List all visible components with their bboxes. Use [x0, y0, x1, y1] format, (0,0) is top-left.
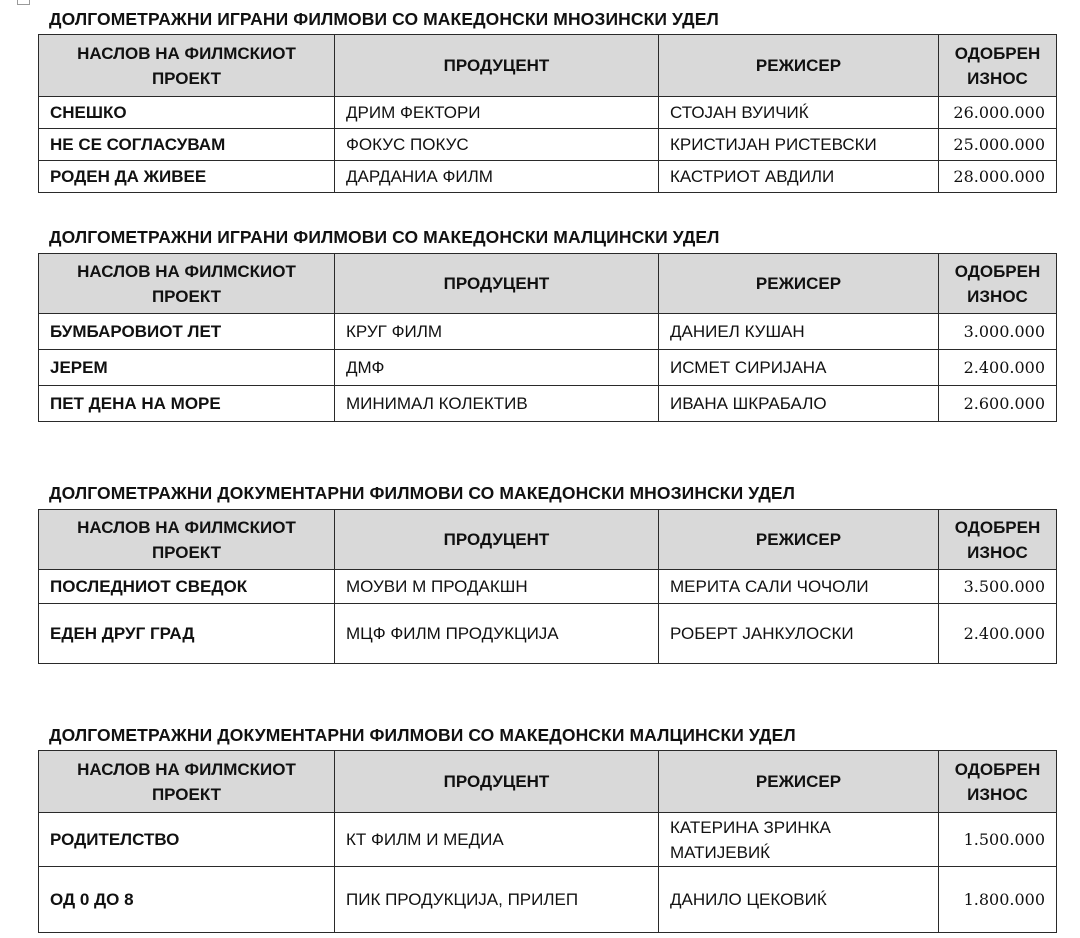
table-row — [39, 813, 1057, 867]
header-director: РЕЖИСЕР — [659, 35, 939, 97]
section-heading: ДОЛГОМЕТРАЖНИ ИГРАНИ ФИЛМОВИ СО МАКЕДОНСКИ МАЛЦИНСКИ УДЕЛ — [49, 227, 720, 247]
films-table — [38, 253, 1057, 422]
table-row — [39, 161, 1057, 193]
film-amount: 26.000.000 — [939, 97, 1057, 129]
film-title: ПЕТ ДЕНА НА МОРЕ — [39, 386, 335, 422]
table-row — [39, 97, 1057, 129]
film-producer: МИНИМАЛ КОЛЕКТИВ — [335, 386, 659, 422]
header-director: РЕЖИСЕР — [659, 510, 939, 570]
film-director: КАСТРИОТ АВДИЛИ — [659, 161, 939, 193]
film-producer: ПИК ПРОДУКЦИЈА, ПРИЛЕП — [335, 867, 659, 933]
header-title: НАСЛОВ НА ФИЛМСКИОТ ПРОЕКТ — [39, 751, 335, 813]
film-title: РОДИТЕЛСТВО — [39, 813, 335, 867]
film-producer: ФОКУС ПОКУС — [335, 129, 659, 161]
film-amount: 28.000.000 — [939, 161, 1057, 193]
table-row — [39, 386, 1057, 422]
table-row — [39, 867, 1057, 933]
table-row — [39, 350, 1057, 386]
table-header-row — [39, 751, 1057, 813]
table-row — [39, 129, 1057, 161]
header-amount: ОДОБРЕН ИЗНОС — [939, 751, 1057, 813]
header-director: РЕЖИСЕР — [659, 751, 939, 813]
header-title: НАСЛОВ НА ФИЛМСКИОТ ПРОЕКТ — [39, 510, 335, 570]
table-row — [39, 570, 1057, 604]
film-title: ПОСЛЕДНИОТ СВЕДОК — [39, 570, 335, 604]
film-title: БУМБАРОВИОТ ЛЕТ — [39, 314, 335, 350]
header-producer: ПРОДУЦЕНТ — [335, 35, 659, 97]
film-director: КРИСТИЈАН РИСТЕВСКИ — [659, 129, 939, 161]
table-row — [39, 604, 1057, 664]
header-producer: ПРОДУЦЕНТ — [335, 751, 659, 813]
film-amount: 3.000.000 — [939, 314, 1057, 350]
header-amount: ОДОБРЕН ИЗНОС — [939, 510, 1057, 570]
film-title: ЈЕРЕМ — [39, 350, 335, 386]
header-amount: ОДОБРЕН ИЗНОС — [939, 254, 1057, 314]
film-producer: КРУГ ФИЛМ — [335, 314, 659, 350]
film-amount: 25.000.000 — [939, 129, 1057, 161]
section-heading: ДОЛГОМЕТРАЖНИ ДОКУМЕНТАРНИ ФИЛМОВИ СО МАКЕДОНСКИ МАЛЦИНСКИ УДЕЛ — [49, 725, 796, 745]
film-title: РОДЕН ДА ЖИВЕЕ — [39, 161, 335, 193]
film-director: СТОЈАН ВУИЧИЌ — [659, 97, 939, 129]
films-table — [38, 34, 1057, 193]
film-director: РОБЕРТ ЈАНКУЛОСКИ — [659, 604, 939, 664]
films-table — [38, 509, 1057, 664]
film-producer: МОУВИ М ПРОДАКШН — [335, 570, 659, 604]
film-title: ОД 0 ДО 8 — [39, 867, 335, 933]
films-table — [38, 750, 1057, 933]
film-title: СНЕШКО — [39, 97, 335, 129]
film-producer: ДМФ — [335, 350, 659, 386]
header-director: РЕЖИСЕР — [659, 254, 939, 314]
film-title: НЕ СЕ СОГЛАСУВАМ — [39, 129, 335, 161]
table-header-row — [39, 510, 1057, 570]
film-director: ДАНИЕЛ КУШАН — [659, 314, 939, 350]
film-amount: 2.400.000 — [939, 350, 1057, 386]
header-amount: ОДОБРЕН ИЗНОС — [939, 35, 1057, 97]
film-producer: МЦФ ФИЛМ ПРОДУКЦИЈА — [335, 604, 659, 664]
film-producer: ДАРДАНИА ФИЛМ — [335, 161, 659, 193]
section-heading: ДОЛГОМЕТРАЖНИ ДОКУМЕНТАРНИ ФИЛМОВИ СО МАКЕДОНСКИ МНОЗИНСКИ УДЕЛ — [49, 483, 796, 503]
film-amount: 1.500.000 — [939, 813, 1057, 867]
header-title: НАСЛОВ НА ФИЛМСКИОТ ПРОЕКТ — [39, 254, 335, 314]
film-amount: 1.800.000 — [939, 867, 1057, 933]
film-director: ИВАНА ШКРАБАЛО — [659, 386, 939, 422]
table-header-row — [39, 254, 1057, 314]
section-heading: ДОЛГОМЕТРАЖНИ ИГРАНИ ФИЛМОВИ СО МАКЕДОНСКИ МНОЗИНСКИ УДЕЛ — [49, 9, 719, 29]
header-producer: ПРОДУЦЕНТ — [335, 254, 659, 314]
film-director: ДАНИЛО ЦЕКОВИЌ — [659, 867, 939, 933]
header-title: НАСЛОВ НА ФИЛМСКИОТ ПРОЕКТ — [39, 35, 335, 97]
film-director: КАТЕРИНА ЗРИНКА МАТИЈЕВИЌ — [659, 813, 939, 867]
document-corner-marker — [17, 0, 30, 5]
film-producer: ДРИМ ФЕКТОРИ — [335, 97, 659, 129]
film-director: МЕРИТА САЛИ ЧОЧОЛИ — [659, 570, 939, 604]
film-amount: 2.600.000 — [939, 386, 1057, 422]
film-producer: КТ ФИЛМ И МЕДИА — [335, 813, 659, 867]
film-amount: 3.500.000 — [939, 570, 1057, 604]
film-director: ИСМЕТ СИРИЈАНА — [659, 350, 939, 386]
table-row — [39, 314, 1057, 350]
header-producer: ПРОДУЦЕНТ — [335, 510, 659, 570]
table-header-row — [39, 35, 1057, 97]
film-amount: 2.400.000 — [939, 604, 1057, 664]
film-title: ЕДЕН ДРУГ ГРАД — [39, 604, 335, 664]
